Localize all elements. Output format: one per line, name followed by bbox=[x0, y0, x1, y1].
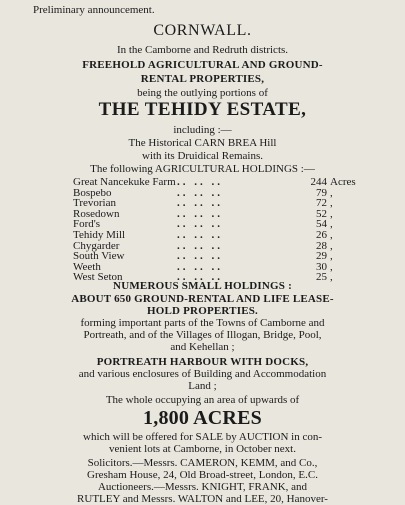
holding-leader-dots: .. .. .. bbox=[177, 218, 223, 231]
small-holdings-line-1: ABOUT 650 GROUND-RENTAL AND LIFE LEASE- bbox=[71, 293, 334, 305]
holding-leader-dots: .. .. .. bbox=[177, 186, 223, 199]
holding-unit: , bbox=[330, 239, 333, 252]
holding-leader-dots: .. .. .. bbox=[177, 271, 223, 284]
holding-leader-dots: .. .. .. bbox=[177, 250, 223, 263]
sale-line-2: venient lots at Camborne, in October next. bbox=[109, 443, 296, 455]
holding-acres: 26 bbox=[316, 229, 327, 241]
holding-name: Great Nancekuke Farm bbox=[73, 176, 176, 188]
including-label: including :— bbox=[173, 124, 232, 136]
holding-acres: 29 bbox=[316, 250, 327, 263]
including-line-2: with its Druidical Remains. bbox=[142, 150, 263, 162]
holding-acres: 25 bbox=[316, 271, 327, 284]
holding-unit: , bbox=[330, 250, 333, 263]
solicitors-line: Solicitors.—Messrs. CAMERON, KEMM, and Co., bbox=[87, 457, 318, 469]
holdings-heading: The following AGRICULTURAL HOLDINGS :— bbox=[90, 163, 315, 175]
holding-leader-dots: .. .. .. bbox=[177, 176, 223, 188]
holding-acres: 30 bbox=[316, 260, 327, 273]
holding-acres: 52 bbox=[316, 207, 327, 220]
holding-name: Tehidy Mill bbox=[73, 229, 126, 241]
holding-name: Weeth bbox=[73, 260, 101, 273]
small-holdings-line-5: and Kehellan ; bbox=[170, 341, 235, 353]
holding-unit: , bbox=[330, 260, 333, 273]
properties-line-2: RENTAL PROPERTIES, bbox=[140, 73, 265, 85]
area-acres: 1,800 ACRES bbox=[143, 407, 262, 429]
including-line-1: The Historical CARN BREA Hill bbox=[128, 137, 277, 149]
holding-name: Trevorian bbox=[73, 197, 116, 210]
holding-unit: , bbox=[330, 186, 333, 199]
holding-name: West Seton bbox=[73, 271, 123, 284]
district-line: In the Camborne and Redruth districts. bbox=[116, 44, 289, 56]
holding-leader-dots: .. .. .. bbox=[177, 207, 223, 220]
preliminary-note: Preliminary announcement. bbox=[33, 4, 155, 16]
small-holdings-line-2: HOLD PROPERTIES. bbox=[147, 305, 258, 317]
holding-name: Ford's bbox=[73, 218, 101, 231]
holding-unit: , bbox=[330, 218, 333, 231]
small-holdings-line-4: Portreath, and of the Villages of Illogan, Bridge, Pool, bbox=[83, 329, 322, 341]
holding-acres: 28 bbox=[316, 239, 327, 252]
estate-title: THE TEHIDY ESTATE, bbox=[98, 99, 307, 120]
holding-acres: 244 bbox=[310, 176, 327, 188]
holding-leader-dots: .. .. .. bbox=[177, 260, 223, 273]
auctioneers-line: Auctioneers.—Messrs. KNIGHT, FRANK, and bbox=[97, 481, 308, 493]
holding-acres: 54 bbox=[316, 218, 327, 231]
holding-acres: 72 bbox=[316, 197, 327, 210]
holding-name: Chygarder bbox=[73, 239, 120, 252]
solicitors-address: Gresham House, 24, Old Broad-street, London, E.C. bbox=[87, 469, 318, 481]
holding-unit: , bbox=[330, 197, 333, 210]
holding-name: South View bbox=[73, 250, 125, 263]
holding-leader-dots: .. .. .. bbox=[177, 239, 223, 252]
holding-acres: 79 bbox=[316, 186, 327, 199]
holding-unit: , bbox=[330, 207, 333, 220]
holding-name: Rosedown bbox=[73, 207, 120, 220]
county-title: CORNWALL. bbox=[153, 22, 252, 39]
holding-unit: Acres bbox=[330, 176, 356, 188]
harbour-line-1: PORTREATH HARBOUR WITH DOCKS, bbox=[96, 356, 309, 368]
outlying-line: being the outlying portions of bbox=[137, 87, 268, 99]
holding-unit: , bbox=[330, 271, 333, 284]
area-line: The whole occupying an area of upwards of bbox=[105, 394, 300, 406]
small-holdings-heading: NUMEROUS SMALL HOLDINGS : bbox=[113, 280, 292, 292]
properties-line-1: FREEHOLD AGRICULTURAL AND GROUND- bbox=[82, 59, 323, 71]
holding-name: Bospebo bbox=[73, 186, 112, 199]
holding-leader-dots: .. .. .. bbox=[177, 229, 223, 241]
small-holdings-line-3: forming important parts of the Towns of Camborne and bbox=[80, 317, 325, 329]
auctioneers-line-2: RUTLEY and Messrs. WALTON and LEE, 20, Hanover- bbox=[77, 493, 328, 505]
sale-line-1: which will be offered for SALE by AUCTION in con- bbox=[83, 431, 322, 443]
harbour-line-2: and various enclosures of Building and Accommodation bbox=[78, 368, 327, 380]
holding-leader-dots: .. .. .. bbox=[177, 197, 223, 210]
holding-unit: , bbox=[330, 229, 333, 241]
harbour-line-3: Land ; bbox=[188, 380, 217, 392]
